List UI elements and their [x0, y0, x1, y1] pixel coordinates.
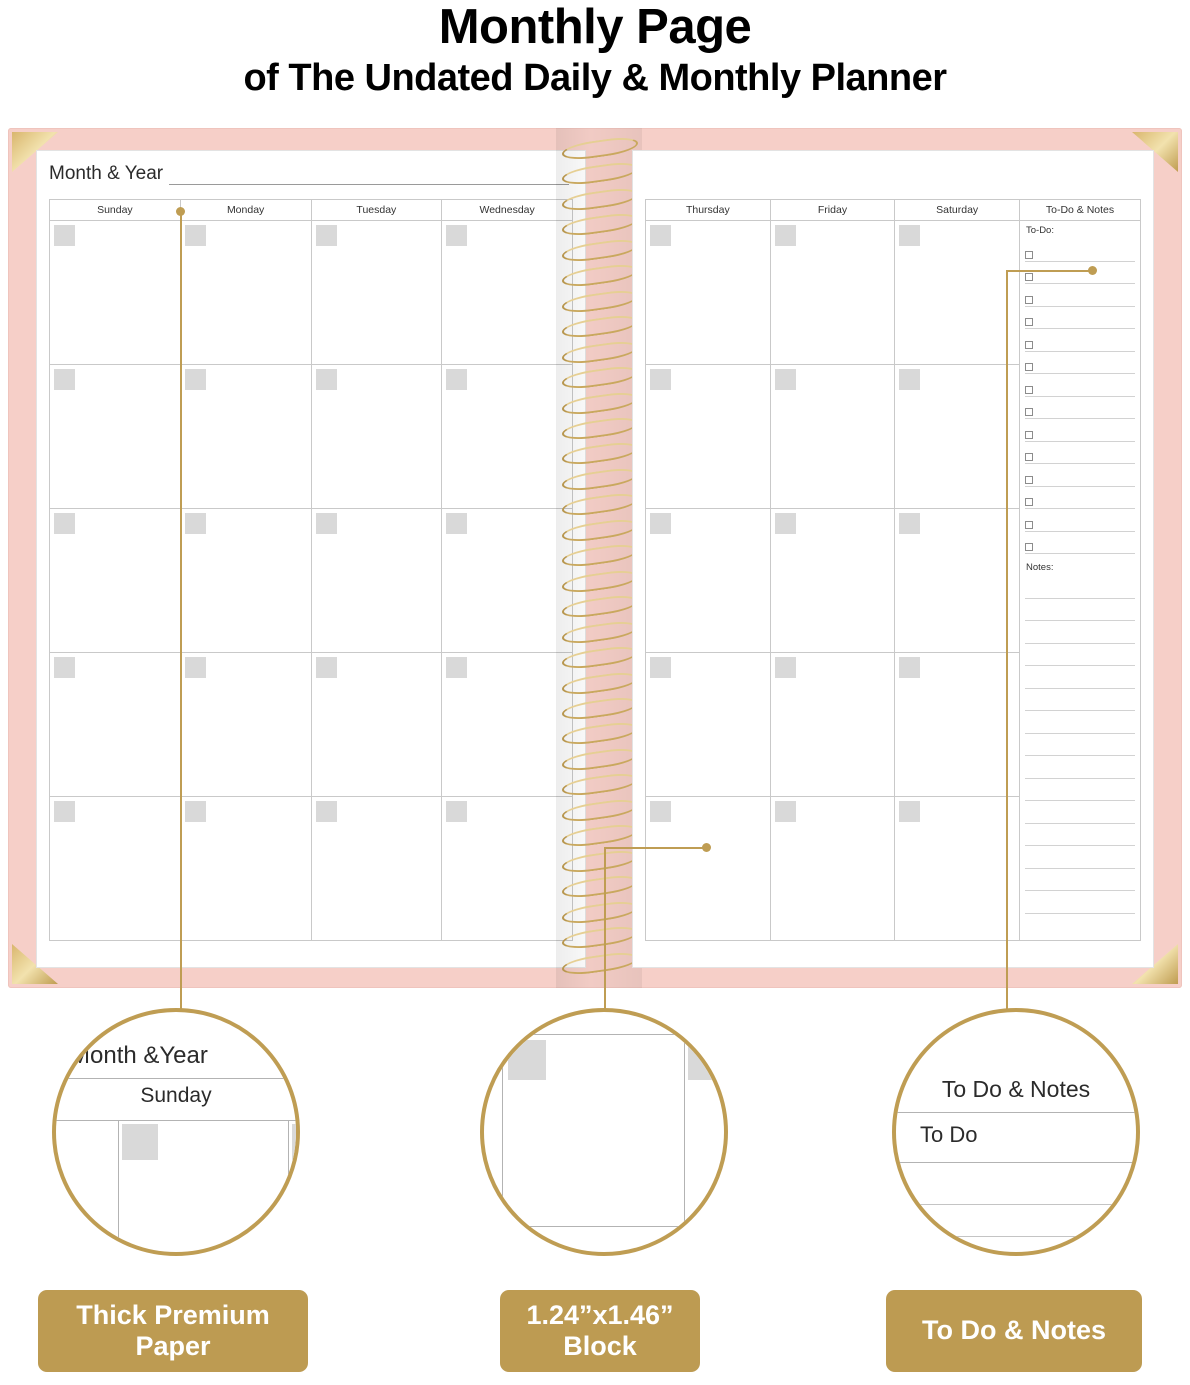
todo-line[interactable]	[1025, 509, 1135, 532]
notes-panel-label: Notes:	[1026, 562, 1054, 573]
calendar-day-cell[interactable]	[180, 221, 311, 365]
todo-notes-panel[interactable]	[1020, 221, 1141, 941]
callout-2-day-block	[688, 1040, 720, 1080]
weekday-header: Saturday	[895, 200, 1020, 221]
checkbox-icon[interactable]	[1025, 296, 1033, 304]
calendar-day-cell[interactable]	[311, 365, 442, 509]
calendar-week-row	[50, 797, 573, 941]
weekday-header: Tuesday	[311, 200, 442, 221]
day-number-block	[446, 369, 467, 390]
calendar-day-cell[interactable]	[442, 797, 573, 941]
checkbox-icon[interactable]	[1025, 543, 1033, 551]
day-number-block	[899, 513, 920, 534]
callout-block-size	[480, 1008, 728, 1256]
weekday-header: Friday	[770, 200, 895, 221]
checkbox-icon[interactable]	[1025, 363, 1033, 371]
day-number-block	[446, 657, 467, 678]
calendar-day-cell[interactable]	[646, 365, 771, 509]
spiral-binding	[556, 138, 642, 978]
calendar-day-cell[interactable]	[50, 221, 181, 365]
notes-line[interactable]	[1025, 801, 1135, 824]
todo-line[interactable]	[1025, 442, 1135, 465]
month-year-write-line	[169, 170, 569, 185]
day-number-block	[54, 657, 75, 678]
notes-line[interactable]	[1025, 621, 1135, 644]
spiral-ring	[562, 516, 638, 544]
calendar-day-cell[interactable]	[646, 797, 771, 941]
calendar-day-cell[interactable]	[895, 221, 1020, 365]
spiral-ring	[562, 389, 638, 417]
spiral-ring	[562, 160, 638, 188]
feature-label-to-do-notes: To Do & Notes	[886, 1290, 1142, 1372]
spiral-ring	[562, 364, 638, 392]
day-number-block	[899, 801, 920, 822]
todo-line[interactable]	[1025, 284, 1135, 307]
spiral-ring	[562, 796, 638, 824]
spiral-ring	[562, 873, 638, 901]
notes-line[interactable]	[1025, 644, 1135, 667]
day-number-block	[316, 513, 337, 534]
spiral-ring	[562, 949, 638, 977]
checkbox-icon[interactable]	[1025, 341, 1033, 349]
calendar-day-cell[interactable]	[770, 653, 895, 797]
day-number-block	[54, 225, 75, 246]
callout-1-vrule-b	[288, 1120, 289, 1252]
spiral-ring	[562, 567, 638, 595]
calendar-day-cell[interactable]	[311, 797, 442, 941]
spiral-ring	[562, 644, 638, 672]
notes-line[interactable]	[1025, 891, 1135, 914]
day-number-block	[775, 801, 796, 822]
day-number-block	[54, 513, 75, 534]
day-number-block	[650, 225, 671, 246]
checkbox-icon[interactable]	[1025, 251, 1033, 259]
leader-line-1-vertical	[180, 212, 182, 1012]
callout-1-rule-a	[56, 1078, 296, 1079]
weekday-header: Monday	[180, 200, 311, 221]
checkbox-icon[interactable]	[1025, 431, 1033, 439]
notes-line[interactable]	[1025, 869, 1135, 892]
todo-panel-label: To-Do:	[1026, 225, 1054, 236]
day-number-block	[775, 513, 796, 534]
notes-line[interactable]	[1025, 599, 1135, 622]
weekday-header: Sunday	[50, 200, 181, 221]
checkbox-icon[interactable]	[1025, 476, 1033, 484]
calendar-day-cell[interactable]	[180, 797, 311, 941]
day-number-block	[185, 369, 206, 390]
calendar-grid-right	[645, 199, 1141, 941]
callout-2-vrule-left	[502, 1012, 503, 1252]
checkbox-icon[interactable]	[1025, 408, 1033, 416]
spiral-ring	[562, 542, 638, 570]
calendar-day-cell[interactable]	[311, 509, 442, 653]
calendar-week-row	[50, 653, 573, 797]
leader-dot-2	[702, 843, 711, 852]
leader-dot-3	[1088, 266, 1097, 275]
calendar-day-cell[interactable]	[442, 365, 573, 509]
calendar-day-cell[interactable]	[50, 653, 181, 797]
spiral-ring	[562, 720, 638, 748]
calendar-day-cell[interactable]	[50, 509, 181, 653]
day-number-block	[446, 225, 467, 246]
todo-line[interactable]	[1025, 464, 1135, 487]
calendar-day-cell[interactable]	[180, 509, 311, 653]
day-number-block	[316, 801, 337, 822]
day-number-block	[775, 657, 796, 678]
callout-3-rule-a	[896, 1112, 1136, 1113]
callout-2-day-block	[508, 1040, 546, 1080]
page-subtitle: of The Undated Daily & Monthly Planner	[243, 57, 947, 100]
callout-2-rule-bottom	[484, 1226, 724, 1227]
spiral-ring	[562, 338, 638, 366]
weekday-header-row-right	[646, 200, 1141, 221]
spiral-ring	[562, 287, 638, 315]
day-number-block	[185, 225, 206, 246]
callout-1-day-block	[292, 1124, 300, 1160]
todo-line[interactable]	[1025, 532, 1135, 555]
callout-1-day-block	[122, 1124, 158, 1160]
calendar-day-cell[interactable]	[646, 653, 771, 797]
spiral-ring	[562, 669, 638, 697]
spiral-ring	[562, 695, 638, 723]
checkbox-icon[interactable]	[1025, 498, 1033, 506]
spiral-ring	[562, 186, 638, 214]
calendar-day-cell[interactable]	[646, 221, 771, 365]
callout-thick-premium-paper	[52, 1008, 300, 1256]
notes-line[interactable]	[1025, 756, 1135, 779]
month-year-field	[49, 163, 569, 185]
todo-line[interactable]	[1025, 262, 1135, 285]
planner-left-page	[36, 150, 586, 968]
calendar-day-cell[interactable]	[442, 509, 573, 653]
calendar-day-cell[interactable]	[442, 221, 573, 365]
todo-line[interactable]	[1025, 419, 1135, 442]
callout-3-rule-b	[896, 1162, 1136, 1163]
day-number-block	[446, 513, 467, 534]
day-number-block	[185, 513, 206, 534]
day-number-block	[899, 369, 920, 390]
calendar-week-row	[50, 365, 573, 509]
spiral-ring	[562, 924, 638, 952]
notes-line[interactable]	[1025, 689, 1135, 712]
spiral-ring	[562, 262, 638, 290]
notes-line[interactable]	[1025, 846, 1135, 869]
calendar-day-cell[interactable]	[50, 365, 181, 509]
title-block	[0, 2, 1190, 101]
spiral-ring	[562, 618, 638, 646]
callout-3-todo-text: To Do	[920, 1122, 978, 1147]
notes-line[interactable]	[1025, 711, 1135, 734]
calendar-day-cell[interactable]	[770, 365, 895, 509]
day-number-block	[650, 801, 671, 822]
feature-label-thick-premium-paper: Thick Premium Paper	[38, 1290, 308, 1372]
callout-2-vrule-right	[684, 1012, 685, 1252]
leader-line-3-vertical	[1006, 270, 1008, 1012]
calendar-day-cell[interactable]	[311, 221, 442, 365]
spiral-ring	[562, 236, 638, 264]
leader-line-2-horizontal	[604, 847, 708, 849]
day-number-block	[775, 225, 796, 246]
calendar-day-cell[interactable]	[180, 365, 311, 509]
spiral-ring	[562, 135, 638, 163]
day-number-block	[650, 369, 671, 390]
calendar-day-cell[interactable]	[895, 653, 1020, 797]
leader-line-2-vertical	[604, 847, 606, 1012]
spiral-ring	[562, 847, 638, 875]
weekday-header-row-left	[50, 200, 573, 221]
notes-line[interactable]	[1025, 734, 1135, 757]
checkbox-icon[interactable]	[1025, 318, 1033, 326]
callout-3-rule-c	[914, 1204, 1120, 1205]
day-number-block	[775, 369, 796, 390]
spiral-ring	[562, 746, 638, 774]
day-number-block	[650, 657, 671, 678]
day-number-block	[446, 801, 467, 822]
callout-1-rule-b	[56, 1120, 296, 1121]
day-number-block	[185, 801, 206, 822]
notes-line[interactable]	[1025, 576, 1135, 599]
checkbox-icon[interactable]	[1025, 273, 1033, 281]
day-number-block	[316, 657, 337, 678]
todo-notes-column-header: To-Do & Notes	[1020, 200, 1141, 221]
leader-line-3-horizontal	[1006, 270, 1094, 272]
spiral-ring	[562, 822, 638, 850]
spiral-ring	[562, 313, 638, 341]
spiral-ring	[562, 593, 638, 621]
day-number-block	[316, 225, 337, 246]
calendar-day-cell[interactable]	[311, 653, 442, 797]
todo-line[interactable]	[1025, 307, 1135, 330]
calendar-week-row	[50, 221, 573, 365]
day-number-block	[316, 369, 337, 390]
calendar-day-cell[interactable]	[442, 653, 573, 797]
weekday-header: Thursday	[646, 200, 771, 221]
calendar-day-cell[interactable]	[646, 509, 771, 653]
callout-3-title-text: To Do & Notes	[941, 1076, 1091, 1102]
callout-2-rule-top	[484, 1034, 724, 1035]
day-number-block	[899, 657, 920, 678]
callout-1-month-year-text: Month &Year	[70, 1042, 208, 1069]
weekday-header: Wednesday	[442, 200, 573, 221]
calendar-day-cell[interactable]	[895, 509, 1020, 653]
callout-1-vrule-a	[118, 1120, 119, 1252]
notes-line[interactable]	[1025, 824, 1135, 847]
calendar-day-cell[interactable]	[770, 797, 895, 941]
calendar-day-cell[interactable]	[895, 365, 1020, 509]
day-number-block	[54, 801, 75, 822]
callout-1-sunday-text: Sunday	[140, 1084, 212, 1107]
todo-line[interactable]	[1025, 374, 1135, 397]
calendar-day-cell[interactable]	[770, 509, 895, 653]
leader-dot-1	[176, 207, 185, 216]
day-number-block	[899, 225, 920, 246]
calendar-day-cell[interactable]	[50, 797, 181, 941]
spiral-ring	[562, 466, 638, 494]
notes-line[interactable]	[1025, 666, 1135, 689]
day-number-block	[54, 369, 75, 390]
checkbox-icon[interactable]	[1025, 386, 1033, 394]
todo-line[interactable]	[1025, 397, 1135, 420]
calendar-week-row	[646, 221, 1141, 365]
calendar-day-cell[interactable]	[180, 653, 311, 797]
todo-line[interactable]	[1025, 239, 1135, 262]
notes-line[interactable]	[1025, 779, 1135, 802]
spiral-ring	[562, 415, 638, 443]
calendar-grid-left	[49, 199, 573, 941]
spiral-ring	[562, 898, 638, 926]
day-number-block	[650, 513, 671, 534]
day-number-block	[185, 657, 206, 678]
spiral-ring	[562, 440, 638, 468]
calendar-day-cell[interactable]	[895, 797, 1020, 941]
callout-to-do-notes	[892, 1008, 1140, 1256]
todo-line[interactable]	[1025, 487, 1135, 510]
page-title: Monthly Page	[438, 0, 752, 54]
feature-label-block-size: 1.24”x1.46” Block	[500, 1290, 700, 1372]
todo-line[interactable]	[1025, 329, 1135, 352]
checkbox-icon[interactable]	[1025, 453, 1033, 461]
month-year-label: Month & Year	[49, 163, 164, 184]
spiral-ring	[562, 211, 638, 239]
callout-3-rule-d	[906, 1236, 1128, 1237]
calendar-day-cell[interactable]	[770, 221, 895, 365]
todo-line[interactable]	[1025, 352, 1135, 375]
checkbox-icon[interactable]	[1025, 521, 1033, 529]
spiral-ring	[562, 491, 638, 519]
spiral-ring	[562, 771, 638, 799]
calendar-week-row	[50, 509, 573, 653]
